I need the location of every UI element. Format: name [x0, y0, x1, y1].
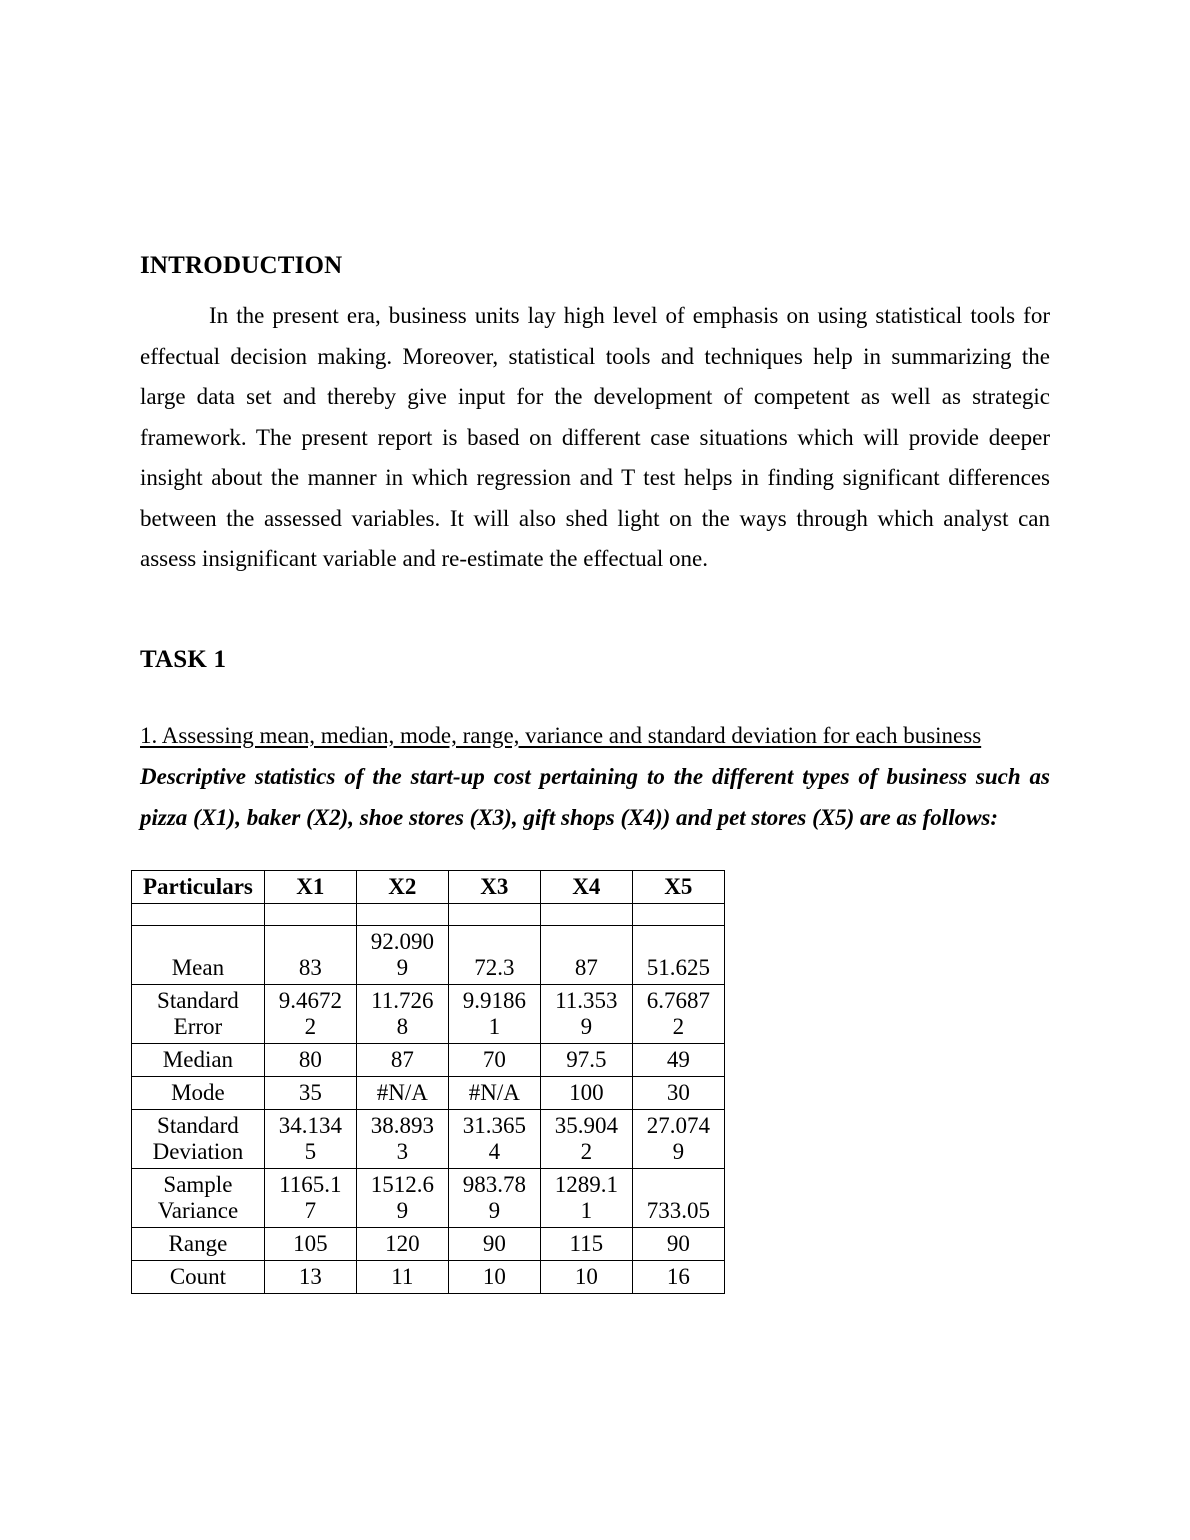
value-cell: 983.789	[448, 1168, 540, 1227]
value-cell: 92.0909	[356, 925, 448, 984]
value-cell: 87	[540, 925, 632, 984]
value-cell: 11.3539	[540, 984, 632, 1043]
value-cell: #N/A	[448, 1076, 540, 1109]
value-cell: #N/A	[356, 1076, 448, 1109]
value-cell: 1512.69	[356, 1168, 448, 1227]
value-cell: 34.1345	[264, 1109, 356, 1168]
table-header-cell: Particulars	[132, 870, 265, 903]
value-cell: 27.0749	[632, 1109, 724, 1168]
table-row	[132, 984, 725, 1043]
value-cell: 90	[448, 1227, 540, 1260]
empty-cell	[632, 903, 724, 925]
value-cell: 30	[632, 1076, 724, 1109]
intro-heading: INTRODUCTION	[140, 252, 343, 279]
row-label-cell: Standard Deviation	[132, 1109, 265, 1168]
value-cell: 115	[540, 1227, 632, 1260]
value-cell: 10	[540, 1260, 632, 1293]
value-cell: 1165.17	[264, 1168, 356, 1227]
empty-cell	[540, 903, 632, 925]
value-cell: 1289.11	[540, 1168, 632, 1227]
value-cell: 13	[264, 1260, 356, 1293]
table-row	[132, 1076, 725, 1109]
table-spacer-row	[132, 903, 725, 925]
value-cell: 90	[632, 1227, 724, 1260]
value-cell: 51.625	[632, 925, 724, 984]
value-cell: 9.46722	[264, 984, 356, 1043]
value-cell: 70	[448, 1043, 540, 1076]
table-header-cell: X4	[540, 870, 632, 903]
value-cell: 87	[356, 1043, 448, 1076]
value-cell: 35.9042	[540, 1109, 632, 1168]
table-row	[132, 1227, 725, 1260]
table-row	[132, 1109, 725, 1168]
empty-cell	[132, 903, 265, 925]
page-content	[140, 0, 1050, 1294]
descriptive-statistics-table	[131, 870, 725, 1294]
row-label-cell: Count	[132, 1260, 265, 1293]
value-cell: 83	[264, 925, 356, 984]
empty-cell	[356, 903, 448, 925]
table-header-cell: X2	[356, 870, 448, 903]
value-cell: 120	[356, 1227, 448, 1260]
table-header-cell: X5	[632, 870, 724, 903]
row-label-cell: Mean	[132, 925, 265, 984]
value-cell: 31.3654	[448, 1109, 540, 1168]
value-cell: 38.8933	[356, 1109, 448, 1168]
empty-cell	[264, 903, 356, 925]
row-label-cell: Mode	[132, 1076, 265, 1109]
table-row	[132, 925, 725, 984]
value-cell: 11.7268	[356, 984, 448, 1043]
value-cell: 35	[264, 1076, 356, 1109]
value-cell: 49	[632, 1043, 724, 1076]
table-header-cell: X3	[448, 870, 540, 903]
value-cell: 11	[356, 1260, 448, 1293]
task-heading: TASK 1	[140, 645, 227, 673]
value-cell: 100	[540, 1076, 632, 1109]
value-cell: 105	[264, 1227, 356, 1260]
row-label-cell: Standard Error	[132, 984, 265, 1043]
value-cell: 6.76872	[632, 984, 724, 1043]
value-cell: 72.3	[448, 925, 540, 984]
table-row	[132, 1043, 725, 1076]
section-heading: 1. Assessing mean, median, mode, range, variance and standard deviation for each business	[140, 722, 982, 748]
value-cell: 733.05	[632, 1168, 724, 1227]
table-header-cell: X1	[264, 870, 356, 903]
table-row	[132, 1168, 725, 1227]
intro-paragraph: In the present era, business units lay high level of emphasis on using statistical tools for effectual decision making. Moreover, statistical tools and techniques help in summarizing the large data set and thereby give input for the development of competent as well as strategic framework. The present report is based on different case situations which will provide deeper insight about the manner in which regression and T test helps in finding significant differences between the assessed variables. It will also shed light on the ways through which analyst can assess insignificant variable and re-estimate the effectual one.	[140, 303, 1050, 571]
value-cell: 9.91861	[448, 984, 540, 1043]
table-row	[132, 1260, 725, 1293]
empty-cell	[448, 903, 540, 925]
value-cell: 10	[448, 1260, 540, 1293]
row-label-cell: Range	[132, 1227, 265, 1260]
table-header-row	[132, 870, 725, 903]
row-label-cell: Sample Variance	[132, 1168, 265, 1227]
section-subheading: Descriptive statistics of the start-up cost pertaining to the different types of business such as pizza (X1), baker (X2), shoe stores (X3), gift shops (X4)) and pet stores (X5) are as follows:	[140, 763, 1050, 830]
value-cell: 16	[632, 1260, 724, 1293]
value-cell: 97.5	[540, 1043, 632, 1076]
value-cell: 80	[264, 1043, 356, 1076]
row-label-cell: Median	[132, 1043, 265, 1076]
